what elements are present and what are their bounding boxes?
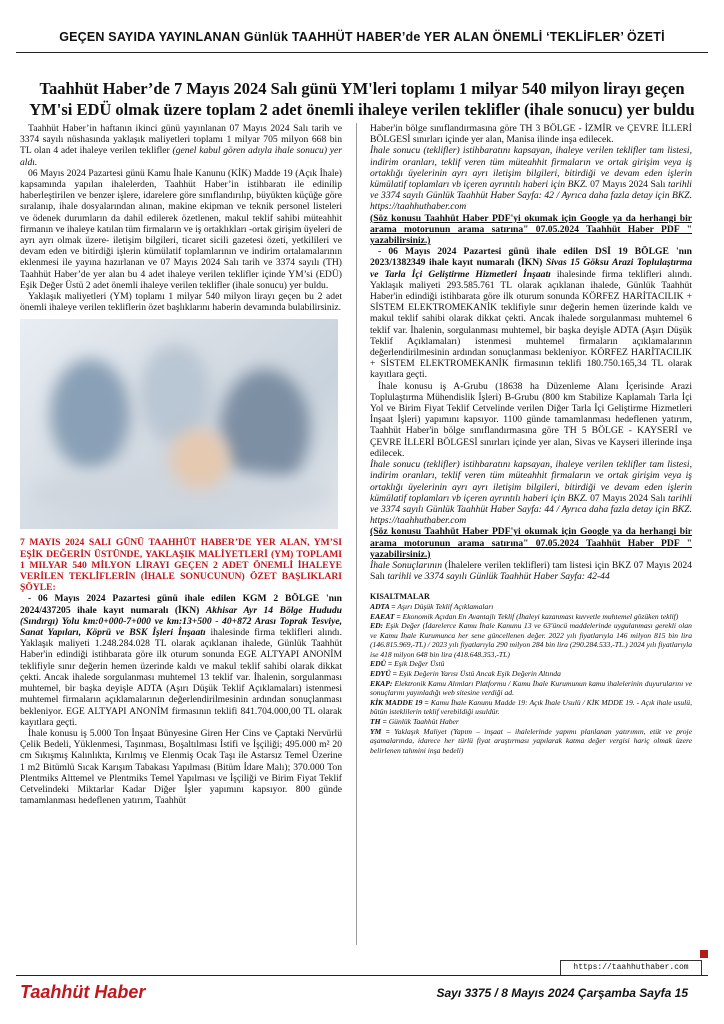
abbreviations-box — [370, 592, 692, 755]
column-divider — [356, 123, 357, 945]
end-mark — [700, 950, 708, 958]
results-reference: İhale Sonuçlarının (İhalelere verilen teklifleri) tam listesi için BKZ 07 Mayıs 2024 Salı tarihli ve 3374 sayılı Günlük Taahhüt Haber Sayfa: 42-44 — [370, 559, 692, 583]
right-column — [370, 123, 692, 755]
abbreviations-title: KISALTMALAR — [370, 592, 430, 602]
abbr-item: KİK MADDE 19 = Kamu İhale Kanunu Madde 19: Açık İhale Usulü / KİK MDDE 19. - Açık ihale usulü, bütün isteklilerin teklif verebildiği usuldür. — [370, 697, 692, 717]
issue-info: Sayı 3375 / 8 Mayıs 2024 Çarşamba Sayfa 15 — [436, 986, 688, 1000]
abbr-item: ED: Eşik Değer (İdarelerce Kamu İhale Kanunu 13 ve 63'üncü maddelerinde uygulanması gerekli olan ve Kamu İhale Kurumunca her sene güncellenen değer. 2022 yılı fiyatlarıyla 146 milyon 815 bin lira (146.815.969,-TL) / 2023 yılı fiyatlarıyla 290 milyon 284 bin lira (290.284.533,-TL.) 2024 yılı fiyatlarıyla ise 418 milyon 648 bin lira (418.648.353,-TL) — [370, 621, 692, 659]
tender-item-2-detail: İhale konusu iş A-Grubu (18638 ha Düzenleme Alanı İçerisinde Arazi Toplulaştırma Mühendislik İşleri) B-Grubu (800 km Stabilize Kaplamalı Tarla İçi Yol ve Birim Fiyat Teklif Cetvelinde verilen Diğer Tarla İçi Geliştirme Hizmetleri İnşaat İşleri) yapımını kapsıyor. 1100 günde tamamlanması hedeflenen yatırım, Taahhüt Haber'in bölge sınıflandırmasına göre TH 5 BÖLGE - KAYSERİ ve ÇEVRE İLLERİ BÖLGESİ sınırları içinde yer alan, Sivas ve Kayseri illerinde inşa edilecek. — [370, 380, 692, 459]
abbr-item: ADTA = Aşırı Düşük Teklif Açıklamaları — [370, 601, 494, 611]
pdf-promo-2: (Söz konusu Taahhüt Haber PDF'yi okumak için Google ya da herhangi bir arama motorunun arama satırına" 07.05.2024 Taahhüt Haber PDF " yazabilirsiniz.) — [370, 526, 692, 560]
headline: Taahhüt Haber’de 7 Mayıs 2024 Salı günü YM'leri toplamı 1 milyar 540 milyon lirayı geçen YM'si EDÜ olmak üzere toplam 2 adet önemli ihaleye verilen teklifler (ihale sonucu) yer buldu — [29, 79, 695, 119]
tender-item-1: - 06 Mayıs 2024 Pazartesi günü ihale edilen KGM 2 BÖLGE 'nın 2024/437205 ihale kayıt numaralı (İKN) Akhisar Ayr 14 Bölge Hududu (Sındırgı) Yolu km:0+000-7+000 ve km:13+500 - 40+872 Arası Toprak Tesviye, Sanat Yapıları, Köprü ve BSK İşleri İnşaatı ihalesinde firma teklifleri alındı. Yaklaşık maliyeti 1.248.284.028 TL olarak açıklanan ihalede, Günlük Taahhüt Haber'in edindiği istihbarata göre ilk oturum sonunda EGE ALTYAPI ANONİM teklifiyle sınır değerin hemen üzerinde kaldı ve makul teklif sahibi olarak dikkat çekti. Ancak ihalede sorgulanması muhtemel 13 teklif var. İhalenin, sorgulanması muhtemel, bir başka deyişle ADTA (Aşırı Düşük Teklif Açıklamaları) istenmesi muhtemel firmaların açıklamalarının değerlendirilmesinin ardından sonuçlanması bekleniyor. EGE ALTYAPI ANONİM firmasının teklifi 841.704.000,00 TL olarak kayıtlara geçti. — [20, 593, 342, 728]
left-column — [20, 123, 342, 806]
header-rule — [16, 52, 708, 53]
reference-note-2: İhale sonucu (teklifler) istihbaratını kapsayan, ihaleye verilen teklifler tam listesi, indirim oranları, teklif veren tüm müteahhit firmaların ve ortak girişim veya iş ortaklığı üyelerinin ayrı ayrı iletişim bilgileri, bitirdiği ve devam eden işlerin kümülatif toplamları vb içeren ayrıntılı haberi için BKZ. 07 Mayıs 2024 Salı tarihli ve 3374 sayılı Günlük Taahhüt Haber Sayfa: 44 / Ayrıca daha fazla detay için BKZ. https://taahhuthaber.com — [370, 459, 692, 527]
tender-item-1-continued: Haber'in bölge sınıflandırmasına göre TH 3 BÖLGE - İZMİR ve ÇEVRE İLLERİ BÖLGESİ sınırları içinde yer alan, Manisa ilinde inşa edilecek. — [370, 123, 692, 146]
section-title: GEÇEN SAYIDA YAYINLANAN Günlük TAAHHÜT HABER’de YER ALAN ÖNEMLİ ‘TEKLİFLER’ ÖZETİ — [59, 30, 665, 44]
summary-paragraph: Yaklaşık maliyetleri (YM) toplamı 1 milyar 540 milyon lirayı geçen bu 2 adet önemli ihaleye verilen tekliflerin özet başlıklarını haberin devamında bulabilirsiniz. — [20, 291, 342, 314]
scope-paragraph: 06 Mayıs 2024 Pazartesi günü Kamu İhale Kanunu (KİK) Madde 19 (Açık İhale) kapsamında yapılan ihalelerden, Taahhüt Haber’in istihbaratı ile edinilip haberleştirilen ve benzer işlere, idarelere göre sınıflandırılıp, büyükten küçüğe göre sıralanıp, ihale dosyalarından alınan, makine ekipman ve teknik personel listeleri ve ödenek durumların da dahil edilerek özetlenen, makul teklif sahibi müteahhit firmanın ve ihaleye katılan tüm firmaların ve iş ortaklıkları -ortak girişim üyeleri de ayrı ayrı olmak üzere- iletişim bilgileri, ticaret sicili gazetesi özeti, yetkilileri ve devam eden ve bitirdiği işlerin kümülatif toplamlarının ve indirim ortalamalarının eklenmesi ile yayına hazırlanan ve 07 Mayıs 2024 Salı tarih ve 3374 sayılı (TH) Taahhüt Haber’de yer alan bu 4 adet ihaleye verilen teklifler içinde YM’si (EDÜ) Eşik Değer Üstü 2 adet önemli ihaleye verilen teklifler (ihale sonucu) yer buldu. — [20, 167, 342, 291]
meeting-photo — [20, 319, 338, 529]
footer-rule — [16, 975, 708, 976]
pdf-promo-1: (Söz konusu Taahhüt Haber PDF'yi okumak için Google ya da herhangi bir arama motorunun arama satırına" 07.05.2024 Taahhüt Haber PDF " yazabilirsiniz.) — [370, 212, 692, 247]
website-link[interactable]: https://taahhuthaber.com — [560, 960, 702, 976]
reference-note-1: İhale sonucu (teklifler) istihbaratını kapsayan, ihaleye verilen teklifler tam listesi, indirim oranları, teklif veren tüm müteahhit firmaların ve ortak girişim veya iş ortaklığı üyelerinin ayrı ayrı iletişim bilgileri, bitirdiği ve devam eden işlerin kümülatif toplamları vb içeren ayrıntılı haberi için BKZ. 07 Mayıs 2024 Salı tarihli ve 3374 sayılı Günlük Taahhüt Haber Sayfa: 42 / Ayrıca daha fazla detay için BKZ. https://taahhuthaber.com — [370, 145, 692, 213]
abbr-item: EAEAT = Ekonomik Açıdan En Avantajlı Teklif (İhaleyi kazanması kuvvetle muhtemel gözüken teklif) — [370, 611, 679, 621]
tender-item-2: - 06 Mayıs 2024 Pazartesi günü ihale edilen DSİ 19 BÖLGE 'nın 2023/1382349 ihale kayıt numaralı (İKN) Sivas 15 Göksu Arazi Toplulaştırma ve Tarla İçi Geliştirme Hizmetleri İnşaatı ihalesinde firma teklifleri alındı. Yaklaşık maliyeti 293.585.761 TL olarak açıklanan ihalede, Günlük Taahhüt Haber'in edindiği istihbarata göre ilk oturum sonunda KÖRFEZ HARİTACILIK + SİSTEM ELEKTROMEKANİK teklifiyle sınır değerin hemen üzerinde kaldı ve makul teklif sahibi olarak dikkat çekti. Ancak ihalede sorgulanması muhtemel 6 teklif var. İhalenin, sorgulanması muhtemel, bir başka deyişle ADTA (Aşırı Düşük Teklif Açıklamaları) istenmesi muhtemel firmaların açıklamalarının değerlendirilmesinin ardından sonuçlanması bekleniyor. KÖRFEZ HARİTACILIK + SİSTEM ELEKTROMEKANİK firmasının teklifi 180.750.165,34 TL olarak kayıtlara geçti. — [370, 246, 692, 381]
abbr-item: EKAP: Elektronik Kamu Alımları Platformu / Kamu İhale Kurumunun kamu ihalelerinin duyurularını ve sonuçlarını yayınladığı web sitesine verdiği ad. — [370, 678, 693, 698]
brand-logo: Taahhüt Haber — [20, 982, 146, 1002]
abbr-item: EDYÜ = Eşik Değerin Yarısı Üstü Ancak Eşik Değerin Altında — [370, 669, 561, 679]
abbr-item: TH = Günlük Taahhüt Haber — [370, 717, 459, 727]
intro-paragraph: Taahhüt Haber’in haftanın ikinci günü yayınlanan 07 Mayıs 2024 Salı tarih ve 3374 sayılı nüshasında yaklaşık maliyetleri toplamı 1 milyar 705 milyon 668 bin TL olan 4 adet ihaleye verilen teklifler (genel kabul gören adıyla ihale sonucu) yer aldı. — [20, 123, 342, 168]
abbr-item: YM = Yaklaşık Maliyet (Yapım – inşaat – ihalelerinde yapımı planlanan yatırımın, etüt ve proje aşamalarında, idarece her türlü fiyat araştırması yapılarak katma değer vergisi hariç olmak üzere belirlenen tahmini inşa bedeli) — [370, 726, 693, 755]
red-heading: 7 MAYIS 2024 SALI GÜNÜ TAAHHÜT HABER’DE YER ALAN, YM’SI EŞİK DEĞERİN ÜSTÜNDE, YAKLAŞIK MALİYETLERİ (YM) TOPLAMI 1 MILYAR 540 MİLYON LİRAYI GEÇEN 2 ADET ÖNEMLİ İHALEYE VERİLEN TEKLİFLERİN (İHALE SONUCUNUN) ÖZET BAŞLIKLARI ŞÖYLE: — [20, 537, 342, 594]
abbr-item: EDÜ = Eşik Değer Üstü — [370, 659, 445, 669]
tender-item-1-detail: İhale konusu iş 5.000 Ton İnşaat Bünyesine Giren Her Cins ve Çaptaki Nervürlü Çelik Bedeli, Yüklenmesi, Taşınması, Boşaltılması İstifi ve İşçiliği; 495.000 m² 20 cm Sıkışmış Kalınlıkta, Kırılmış ve Elenmiş Ocak Taşı ile Astarsız Temel Üzerine 1 m2 Bitümlü Sıcak Karışım Tabakası Yapılması (Bitüm İdare Malı); 370.000 Ton Plentmiks Alttemel ve Plentmiks Temel Yapılması ve İşçiliği ve Birim Fiyat Teklif Cetvelindeki Miktarlar Kadar Diğer İşler yapımını kapsıyor. 800 günde tamamlanması hedeflenen yatırım, Taahhüt — [20, 727, 342, 807]
